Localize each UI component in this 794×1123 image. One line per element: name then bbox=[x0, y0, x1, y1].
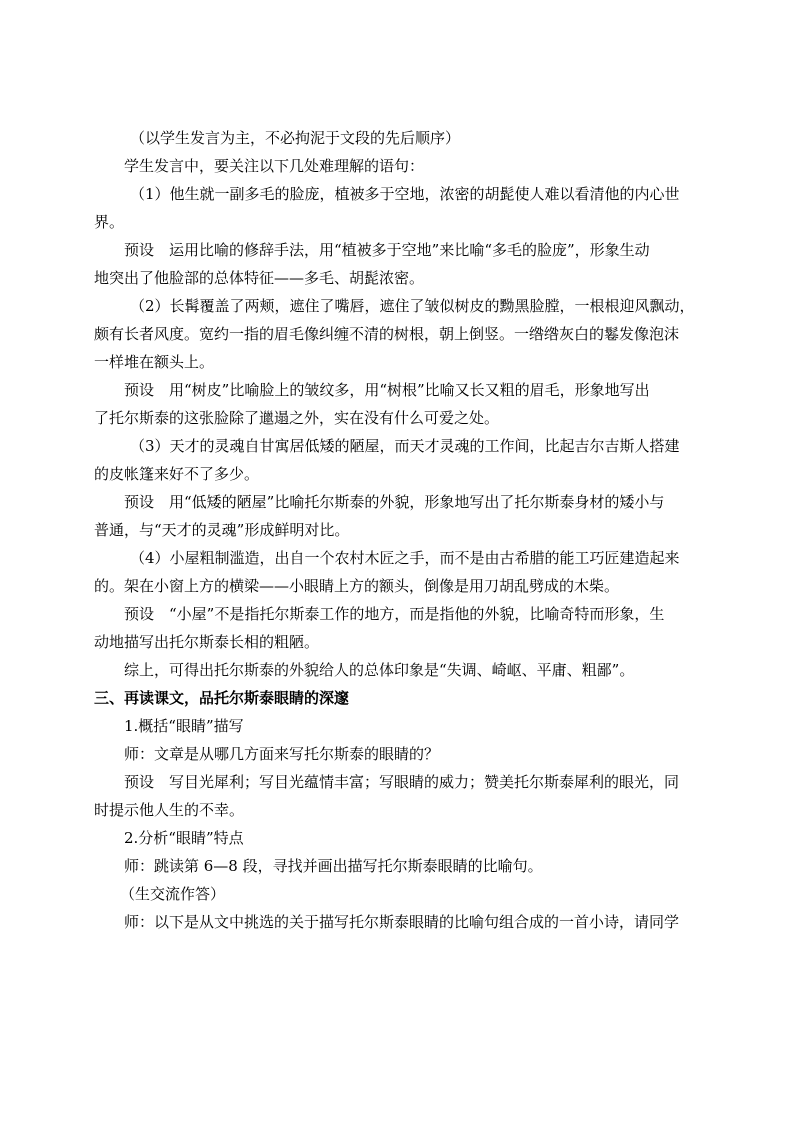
text-line: 师：以下是从文中挑选的关于描写托尔斯泰眼睛的比喻句组合成的一首小诗，请同学 bbox=[124, 913, 680, 931]
text-line: 预设 用“低矮的陋屋”比喻托尔斯泰的外貌，形象地写出了托尔斯泰身材的矮小与 bbox=[124, 493, 665, 511]
subsection-heading: 1.概括“眼睛”描写 bbox=[124, 717, 244, 735]
text-line: 地突出了他脸部的总体特征——多毛、胡髭浓密。 bbox=[94, 269, 425, 287]
text-line: （3）天才的灵魂自甘寓居低矮的陋屋，而天才灵魂的工作间，比起吉尔吉斯人搭建 bbox=[130, 437, 680, 455]
text-line: （以学生发言为主，不必拘泥于文段的先后顺序） bbox=[130, 129, 461, 147]
text-line: 预设 “小屋”不是指托尔斯泰工作的地方，而是指他的外貌，比喻奇特而形象，生 bbox=[124, 605, 665, 623]
text-line: 预设 用“树皮”比喻脸上的皱纹多，用“树根”比喻又长又粗的眉毛，形象地写出 bbox=[124, 381, 650, 399]
text-line: 预设 运用比喻的修辞手法，用“植被多于空地”来比喻“多毛的脸庞”，形象生动 bbox=[124, 241, 650, 259]
text-line: 了托尔斯泰的这张脸除了邋遢之外，实在没有什么可爱之处。 bbox=[94, 409, 500, 427]
text-line: （1）他生就一副多毛的脸庞，植被多于空地，浓密的胡髭使人难以看清他的内心世 bbox=[130, 185, 680, 203]
text-line: 师：文章是从哪几方面来写托尔斯泰的眼睛的？ bbox=[124, 745, 440, 763]
text-line: 时提示他人生的不幸。 bbox=[94, 801, 245, 819]
document-body bbox=[94, 124, 740, 936]
text-line: （生交流作答） bbox=[120, 885, 226, 903]
subsection-heading: 2.分析“眼睛”特点 bbox=[124, 829, 244, 847]
text-line: 普通，与“天才的灵魂”形成鲜明对比。 bbox=[94, 521, 350, 539]
text-line: 综上，可得出托尔斯泰的外貌给人的总体印象是“失调、崎岖、平庸、粗鄙”。 bbox=[124, 661, 635, 679]
text-line: 的。架在小窗上方的横梁——小眼睛上方的额头，倒像是用刀胡乱劈成的木柴。 bbox=[94, 577, 620, 595]
text-line: （2）长髯覆盖了两颊，遮住了嘴唇，遮住了皱似树皮的黝黑脸膛，一根根迎风飘动， bbox=[130, 297, 695, 315]
text-line: 一样堆在额头上。 bbox=[94, 353, 215, 371]
text-line: 界。 bbox=[94, 213, 125, 231]
section-heading: 三、再读课文，品托尔斯泰眼睛的深邃 bbox=[94, 689, 350, 707]
text-line: 颇有长者风度。宽约一指的眉毛像纠缠不清的树根，朝上倒竖。一绺绺灰白的鬈发像泡沫 bbox=[94, 325, 680, 343]
text-line: 师：跳读第 6—8 段，寻找并画出描写托尔斯泰眼睛的比喻句。 bbox=[124, 857, 543, 875]
text-line: 动地描写出托尔斯泰长相的粗陋。 bbox=[94, 633, 320, 651]
text-line: 的皮帐篷来好不了多少。 bbox=[94, 465, 260, 483]
text-line: 预设 写目光犀利；写目光蕴情丰富；写眼睛的威力；赞美托尔斯泰犀利的眼光，同 bbox=[124, 773, 680, 791]
text-line: 学生发言中，要关注以下几处难理解的语句： bbox=[124, 157, 425, 175]
text-line: （4）小屋粗制滥造，出自一个农村木匠之手，而不是由古希腊的能工巧匠建造起来 bbox=[130, 549, 680, 567]
